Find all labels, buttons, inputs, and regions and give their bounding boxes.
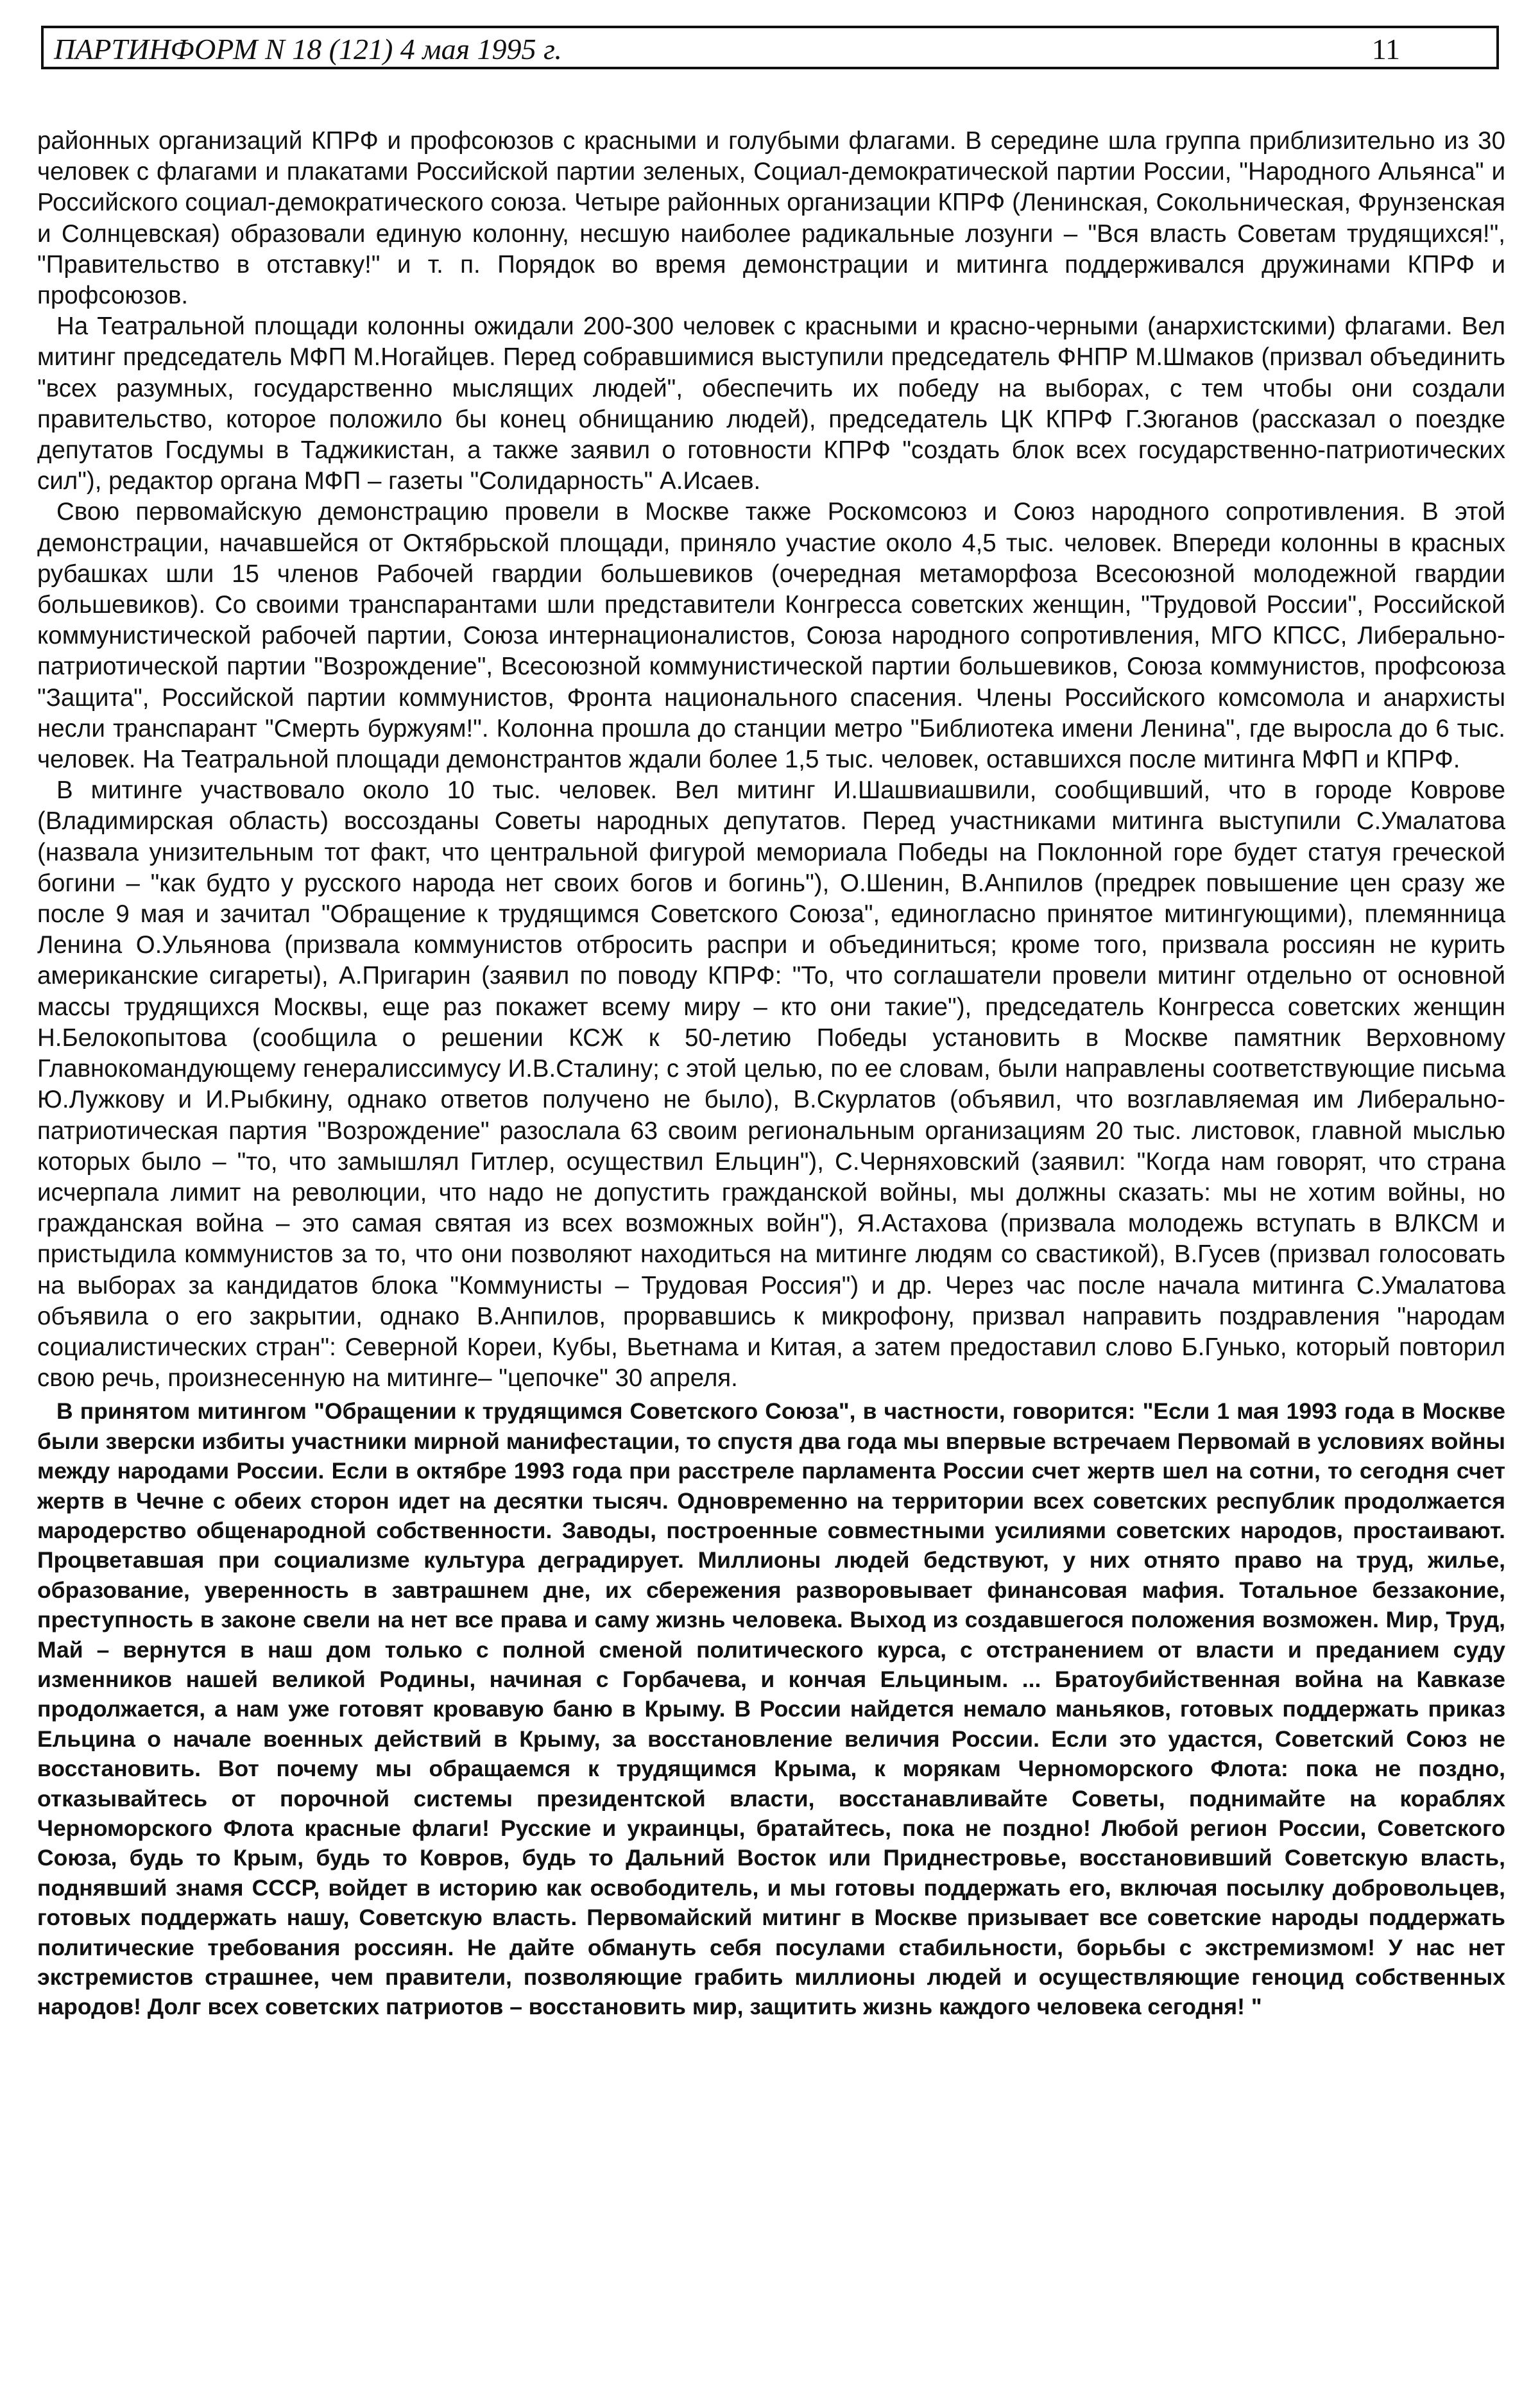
header-title: ПАРТИНФОРМ N 18 (121) 4 мая 1995 г. (54, 33, 562, 65)
paragraph-4: В митинге участвовало около 10 тыс. человек. Вел митинг И.Шашвиашвили, сообщивший, что в городе Коврове (Владимирская область) воссозданы Советы народных депутатов. Перед участниками митинга выступили С.Умалатова (назвала унизительным тот факт, что центральной фигурой мемориала Победы на Поклонной горе будет статуя греческой богини – "как будто у русского народа нет своих богов и богинь"), О.Шенин, В.Анпилов (предрек повышение цен сразу же после 9 мая и зачитал "Обращение к трудящимся Советского Союза", единогласно принятое митингующими), племянница Ленина О.Ульянова (призвала коммунистов отбросить распри и объединиться; кроме того, призвала россиян не курить американские сигареты), А.Пригарин (заявил по поводу КПРФ: "То, что соглашатели провели митинг отдельно от основной массы трудящихся Москвы, еще раз покажет всему миру – кто они такие"), председатель Конгресса советских женщин Н.Белокопытова (сообщила о решении КСЖ к 50-летию Победы установить в Москве памятник Верховному Главнокомандующему генералиссимусу И.В.Сталину; с этой целью, по ее словам, были направлены соответствующие письма Ю.Лужкову и И.Рыбкину, однако ответов получено не было), В.Скурлатов (объявил, что возглавляемая им Либерально-патриотическая партия "Возрождение" разослала 63 своим региональным организациям 20 тыс. листовок, главной мыслью которых было – "то, что замышлял Гитлер, осуществил Ельцин"), С.Черняховский (заявил: "Когда нам говорят, что страна исчерпала лимит на революции, что надо не допустить гражданской войны, мы должны сказать: мы не хотим войны, но гражданская война – это самая святая из всех возможных войн"), Я.Астахова (призвала молодежь вступать в ВЛКСМ и пристыдила коммунистов за то, что они позволяют находиться на митинге людям со свастикой), В.Гусев (призвал голосовать на выборах за кандидатов блока "Коммунисты – Трудовая Россия") и др. Через час после начала митинга С.Умалатова объявила о его закрытии, однако В.Анпилов, прорвавшись к микрофону, призвал направить поздравления "народам социалистических стран": Северной Кореи, Кубы, Вьетнама и Китая, а затем предоставил слово Б.Гунько, который повторил свою речь, произнесенную на митинге– "цепочке" 30 апреля. (37, 776, 1505, 1392)
page-header (41, 26, 1499, 69)
paragraph-3: Свою первомайскую демонстрацию провели в Москве также Роскомсоюз и Союз народного сопротивления. В этой демонстрации, начавшейся от Октябрьской площади, приняло участие около 4,5 тыс. человек. Впереди колонны в красных рубашках шли 15 членов Рабочей гвардии большевиков (очередная метаморфоза Всесоюзной молодежной гвардии большевиков). Со своими транспарантами шли представители Конгресса советских женщин, "Трудовой России", Российской коммунистической рабочей партии, Союза интернационалистов, Союза народного сопротивления, МГО КПСС, Либерально-патриотической партии "Возрождение", Всесоюзной коммунистической партии большевиков, Союза коммунистов, профсоюза "Защита", Российской партии коммунистов, Фронта национального спасения. Члены Российского комсомола и анархисты несли транспарант "Смерть буржуям!". Колонна прошла до станции метро "Библиотека имени Ленина", где выросла до 6 тыс. человек. На Театральной площади демонстрантов ждали более 1,5 тыс. человек, оставшихся после митинга МФП и КПРФ. (37, 498, 1505, 774)
article-body (37, 126, 1505, 2022)
page-number: 11 (1371, 33, 1400, 65)
paragraph-2: На Театральной площади колонны ожидали 200-300 человек с красными и красно-черными (анархистскими) флагами. Вел митинг председатель МФП М.Ногайцев. Перед собравшимися выступили председатель ФНПР М.Шмаков (призвал объединить "всех разумных, государственно мыслящих людей", обеспечить их победу на выборах, с тем чтобы они создали правительство, которое положило бы конец обнищанию людей), председатель ЦК КПРФ Г.Зюганов (рассказал о поездке депутатов Госдумы в Таджикистан, а также заявил о готовности КПРФ "создать блок всех государственно-патриотических сил"), редактор органа МФП – газеты "Солидарность" А.Исаев. (37, 313, 1505, 495)
appeal-quote-paragraph: В принятом митингом "Обращении к трудящимся Советского Союза", в частности, говорится: "Если 1 мая 1993 года в Москве были зверски избиты участники мирной манифестации, то спустя два года мы впервые встречаем Первомай в условиях войны между народами России. Если в октябре 1993 года при расстреле парламента России счет жертв шел на сотни, то сегодня счет жертв в Чечне с обеих сторон идет на десятки тысяч. Одновременно на территории всех советских республик продолжается мародерство общенародной собственности. Заводы, построенные совместными усилиями советских народов, простаивают. Процветавшая при социализме культура деградирует. Миллионы людей бедствуют, у них отнято право на труд, жилье, образование, уверенность в завтрашнем дне, их сбережения разворовывает финансовая мафия. Тотальное беззаконие, преступность в законе свели на нет все права и саму жизнь человека. Выход из создавшегося положения возможен. Мир, Труд, Май – вернутся в наш дом только с полной сменой политического курса, с отстранением от власти и преданием суду изменников нашей великой Родины, начиная с Горбачева, и кончая Ельциным. ... Братоубийственная война на Кавказе продолжается, а нам уже готовят кровавую баню в Крыму. В России найдется немало маньяков, готовых поддержать приказ Ельцина о начале военных действий в Крыму, за восстановление величия России. Если это удастся, Советский Союз не восстановить. Вот почему мы обращаемся к трудящимся Крыма, к морякам Черноморского Флота: пока не поздно, отказывайтесь от порочной системы президентской власти, восстанавливайте Советы, поднимайте на кораблях Черноморского Флота красные флаги! Русские и украинцы, братайтесь, пока не поздно! Любой регион России, Советского Союза, будь то Крым, будь то Ковров, будь то Дальний Восток или Приднестровье, восстановивший Советскую власть, поднявший знамя СССР, войдет в историю как освободитель, и мы готовы поддержать его, включая посылку добровольцев, готовых поддержать нашу, Советскую власть. Первомайский митинг в Москве призывает все советские народы поддержать политические требования россиян. Не дайте обмануть себя посулами стабильности, борьбы с экстремизмом! У нас нет экстремистов страшнее, чем правители, позволяющие грабить миллионы людей и осуществляющие геноцид собственных народов! Долг всех советских патриотов – восстановить мир, защитить жизнь каждого человека сегодня! " (37, 1398, 1505, 2020)
paragraph-1: районных организаций КПРФ и профсоюзов с красными и голубыми флагами. В середине шла группа приблизительно из 30 человек с флагами и плакатами Российской партии зеленых, Социал-демократической партии России, "Народного Альянса" и Российского социал-демократического союза. Четыре районных организации КПРФ (Ленинская, Сокольническая, Фрунзенская и Солнцевская) образовали единую колонну, несшую наиболее радикальные лозунги – "Вся власть Советам трудящихся!", "Правительство в отставку!" и т. п. Порядок во время демонстрации и митинга поддерживался дружинами КПРФ и профсоюзов. (37, 127, 1505, 310)
